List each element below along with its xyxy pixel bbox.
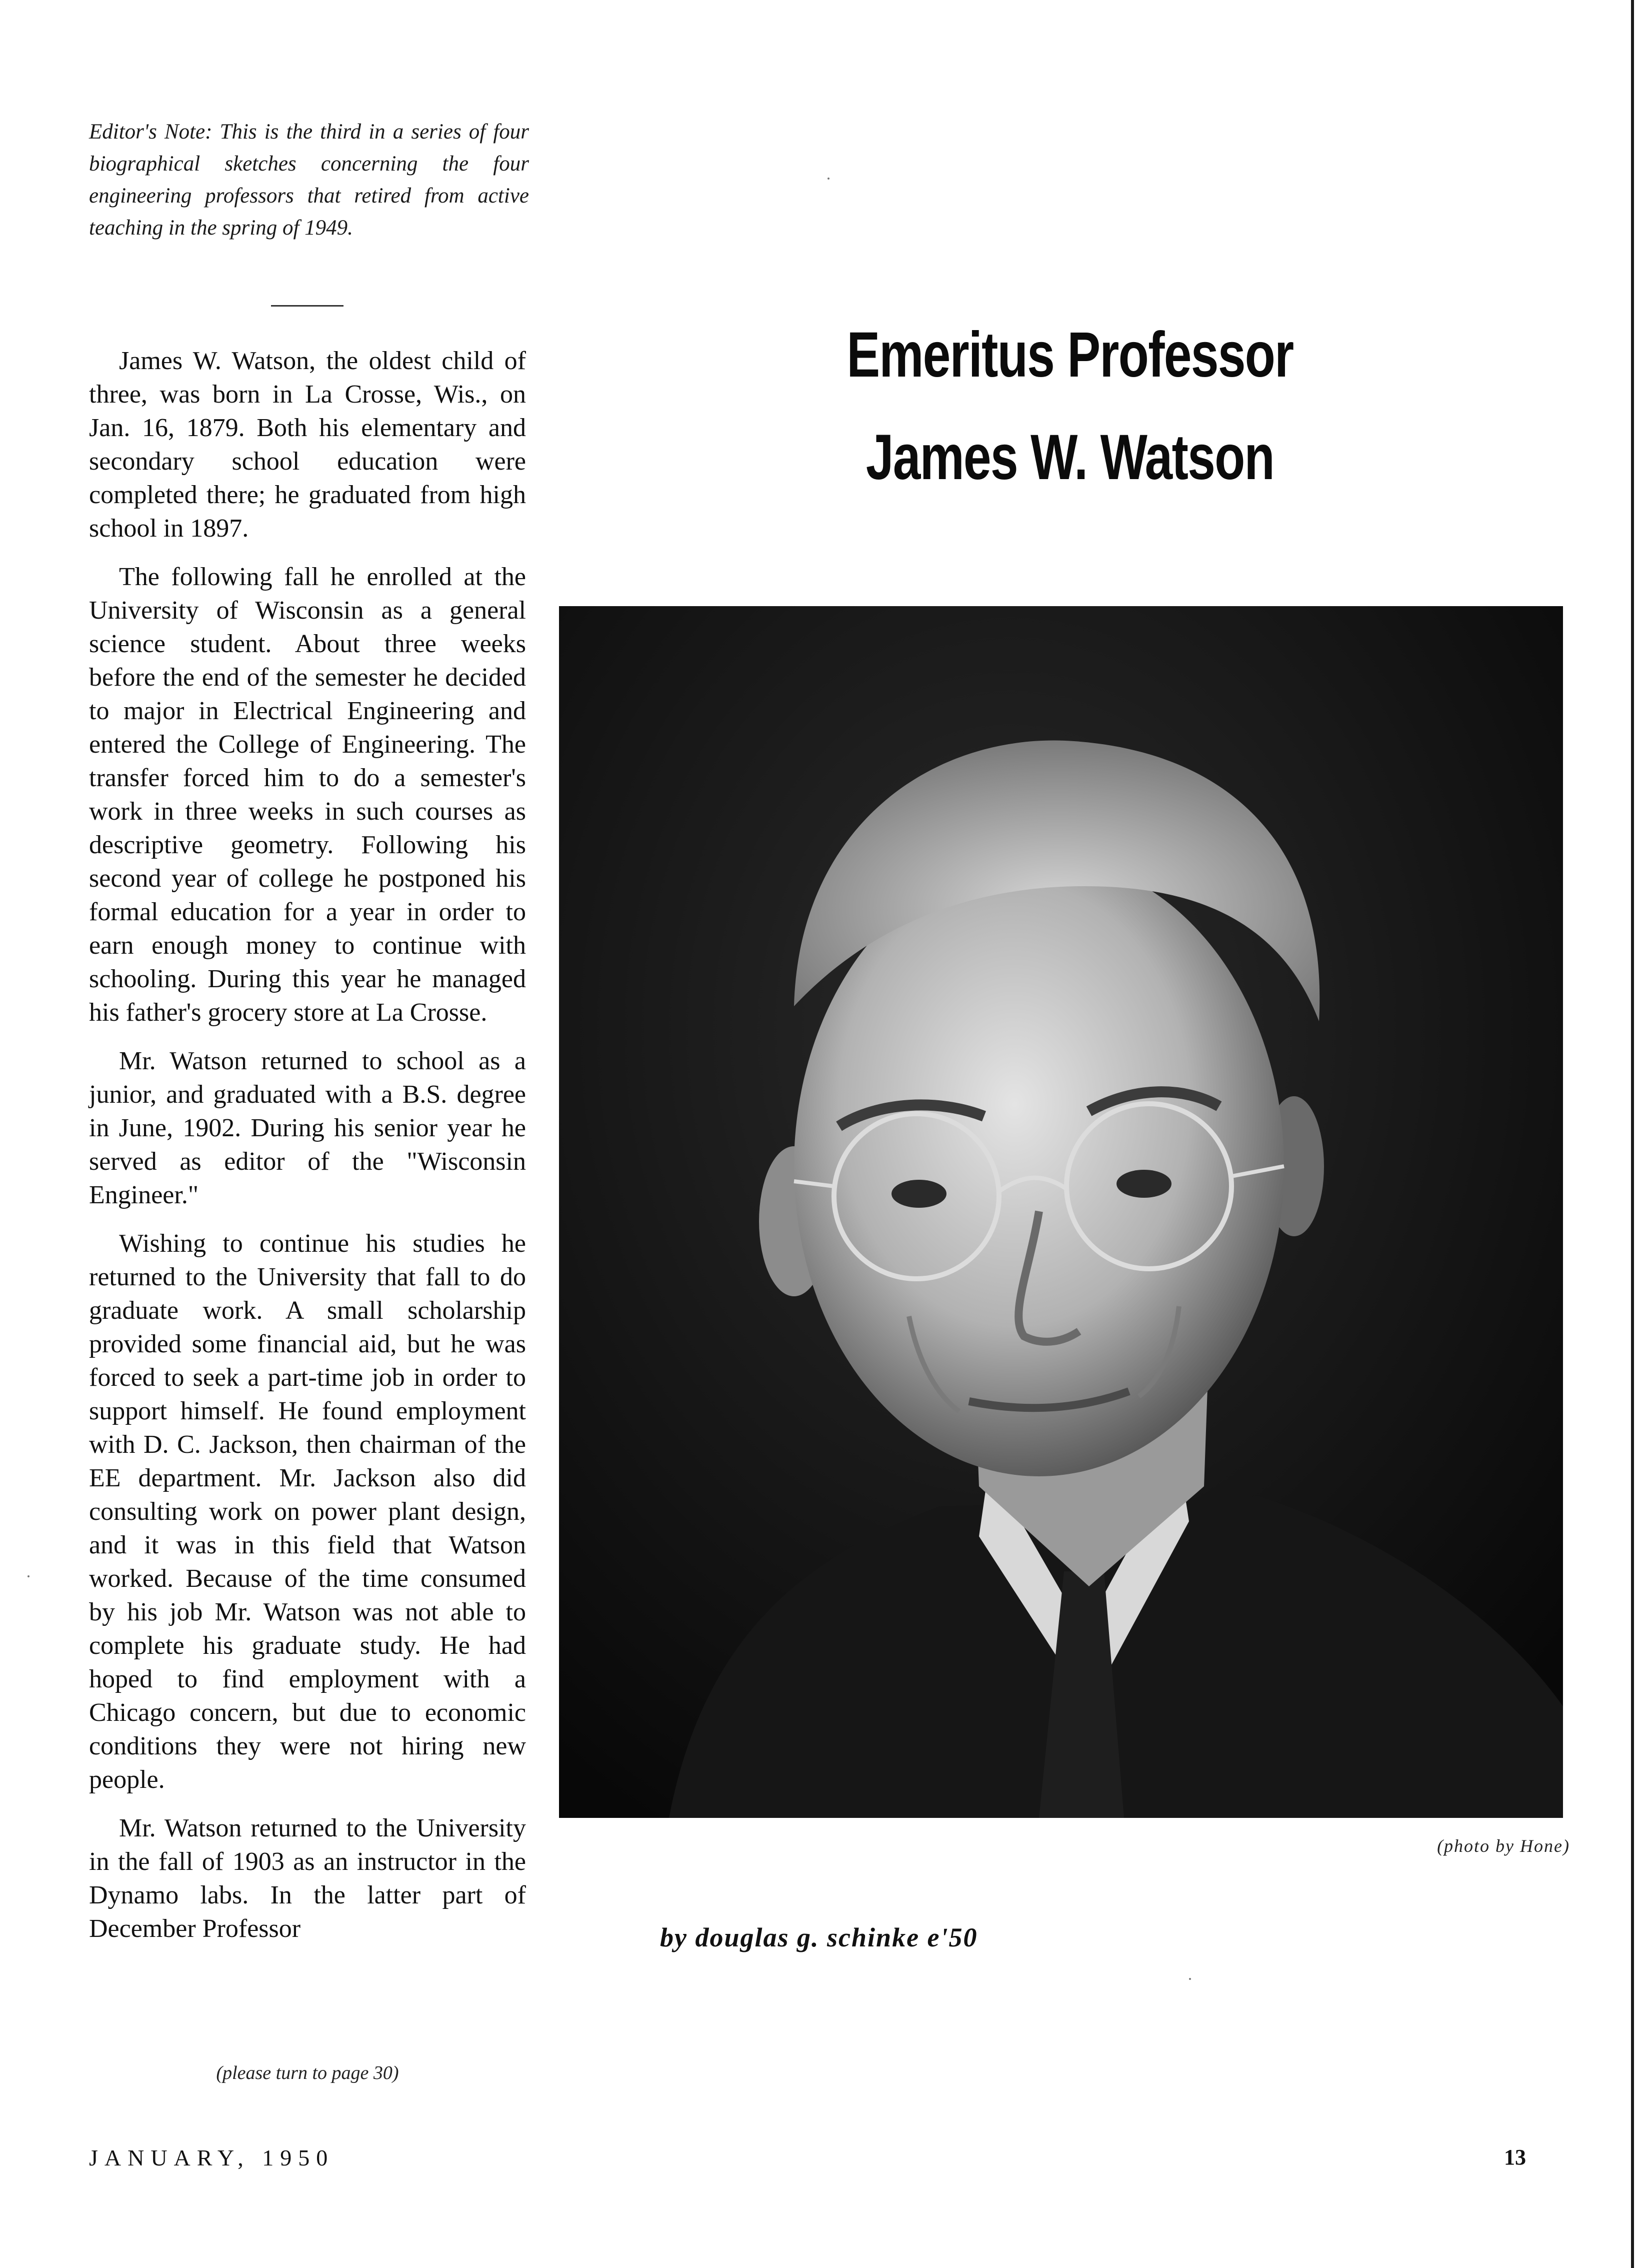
body-paragraph: Mr. Watson returned to the University in the fall of 1903 as an instructor in the Dynamo labs. In the latter part of December Professor <box>89 1814 526 1943</box>
body-paragraph: The following fall he enrolled at the University of Wisconsin as a general science student. About three weeks before the end of the semester he decided to major in Electrical Engineering and entered the College of Engineering. The transfer forced him to do a semester's work in three weeks in such courses as descriptive geometry. Following his second year of college he postponed his formal education for a year in order to earn enough money to continue with schooling. During this year he managed his father's grocery store at La Crosse. <box>89 563 526 1027</box>
print-speck <box>1189 1978 1191 1980</box>
divider <box>271 305 344 307</box>
article-body <box>89 344 526 1960</box>
body-paragraph: Mr. Watson returned to school as a junior, and graduated with a B.S. degree in June, 1902. During his senior year he served as editor of the "Wisconsin Engineer." <box>89 1047 526 1209</box>
article-title-line-2: James W. Watson <box>866 422 1274 493</box>
photo-credit: (photo by Hone) <box>1437 1836 1570 1856</box>
continued-note: (please turn to page 30) <box>216 2062 399 2083</box>
print-speck <box>828 178 830 180</box>
body-paragraph: James W. Watson, the oldest child of three, was born in La Crosse, Wis., on Jan. 16, 1879. Both his elementary and secondary school education were completed there; he graduated from high school in 1897. <box>89 347 526 543</box>
byline: by douglas g. schinke e'50 <box>660 1922 978 1952</box>
article-title-line-1: Emeritus Professor <box>846 319 1294 391</box>
body-paragraph: Wishing to continue his studies he returned to the University that fall to do graduate work. A small scholarship provided some financial aid, but he was forced to seek a part-time job in order to support himself. He found employment with D. C. Jackson, then chairman of the EE department. Mr. Jackson also did consulting work on power plant design, and it was in this field that Watson worked. Because of the time consumed by his job Mr. Watson was not able to complete his graduate study. He had hoped to find employment with a Chicago concern, but due to economic conditions they were not hiring new people. <box>89 1229 526 1794</box>
editor-note: Editor's Note: This is the third in a series of four biographical sketches concerning the four engineering professors that retired from active teaching in the spring of 1949. <box>89 120 529 240</box>
footer-issue-date: JANUARY, 1950 <box>89 2145 334 2170</box>
footer-page-number: 13 <box>1504 2145 1526 2169</box>
portrait-photo <box>559 606 1563 1818</box>
portrait-illustration <box>559 606 1563 1818</box>
print-speck <box>28 1575 30 1577</box>
page-edge-rule <box>1631 0 1634 2268</box>
